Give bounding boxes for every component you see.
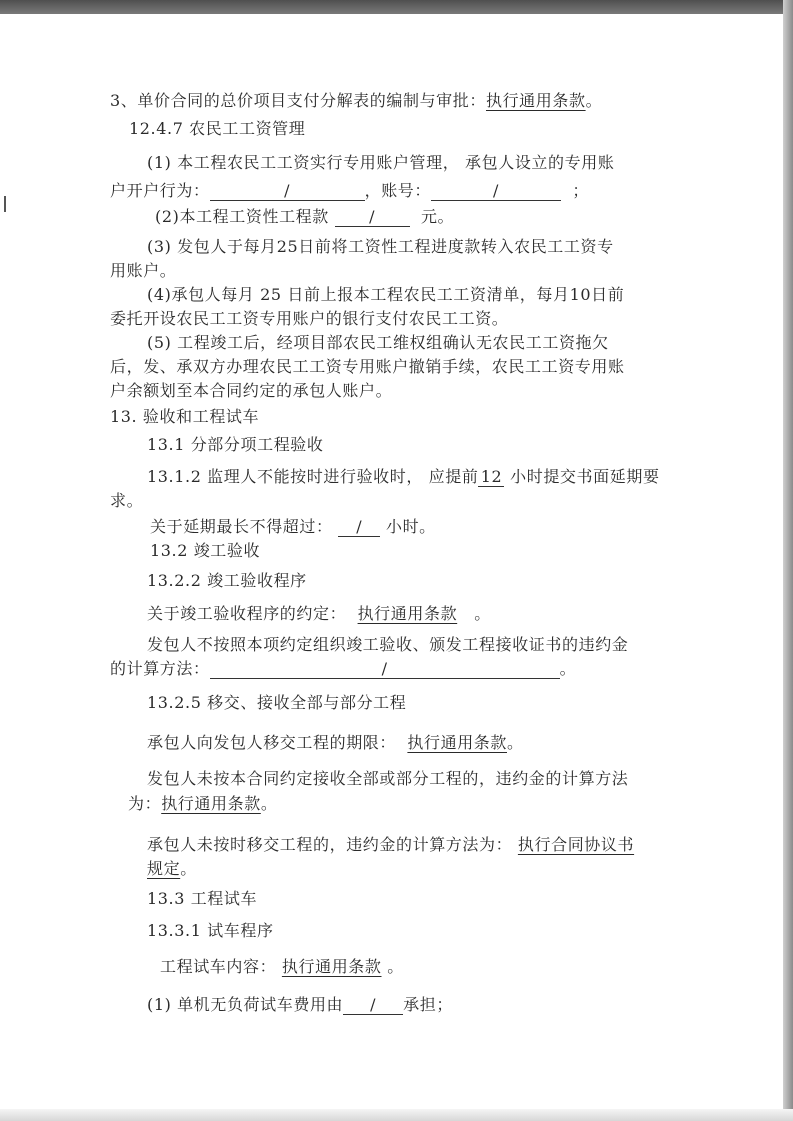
paragraph-line: 的计算方法： / 。 <box>110 659 577 678</box>
paragraph-line: 户开户行为： / ，账号： / ； <box>110 181 589 200</box>
section-heading-12-4-7: 12.4.7 农民工工资管理 <box>129 119 306 138</box>
paragraph-line: 委托开设农民工工资专用账户的银行支付农民工工资。 <box>110 309 509 328</box>
section-heading-13-3-1: 13.3.1 试车程序 <box>147 921 274 940</box>
paragraph-line: 规定。 <box>147 859 197 878</box>
scan-edge-right <box>783 0 793 1121</box>
paragraph-line: (3) 发包人于每月25日前将工资性工程进度款转入农民工工资专 <box>147 237 614 256</box>
amount-field: / <box>335 208 410 227</box>
section-heading-13-1: 13.1 分部分项工程验收 <box>147 435 324 454</box>
bank-field: / <box>210 182 365 201</box>
filled-value: 执行通用条款 <box>281 957 382 976</box>
paragraph-line: 承包人未按时移交工程的，违约金的计算方法为： 执行合同协议书 <box>147 835 635 854</box>
section-heading-13-2-2: 13.2.2 竣工验收程序 <box>147 571 307 590</box>
paragraph-line: (4)承包人每月 25 日前上报本工程农民工工资清单，每月10日前 <box>147 285 625 304</box>
paragraph-line: 承包人向发包人移交工程的期限： 执行通用条款。 <box>147 733 524 752</box>
filled-value: 执行通用条款 <box>161 794 261 813</box>
scan-edge-top <box>0 0 793 14</box>
paragraph-line: 户余额划至本合同约定的承包人账户。 <box>110 381 393 400</box>
paragraph-line: (1) 本工程农民工工资实行专用账户管理， 承包人设立的专用账 <box>147 153 615 172</box>
paragraph-line: 13.1.2 监理人不能按时进行验收时， 应提前 12 小时提交书面延期要 <box>147 467 660 486</box>
clause-item-3: 3、单价合同的总价项目支付分解表的编制与审批：执行通用条款。 <box>110 91 603 110</box>
binding-mark <box>4 196 6 212</box>
hours-field: 12 <box>478 468 504 487</box>
section-heading-13: 13. 验收和工程试车 <box>110 407 260 426</box>
max-hours-field: / <box>338 518 380 537</box>
filled-value: 执行合同协议书 <box>517 835 635 854</box>
cost-bearer-field: / <box>343 996 403 1015</box>
section-heading-13-2-5: 13.2.5 移交、接收全部与部分工程 <box>147 693 407 712</box>
paragraph-line: 后，发、承双方办理农民工工资专用账户撤销手续，农民工工资专用账 <box>110 357 625 376</box>
filled-value: 规定 <box>147 859 181 878</box>
filled-value: 执行通用条款 <box>407 733 507 752</box>
paragraph-line: (2)本工程工资性工程款 / 元。 <box>155 207 455 226</box>
section-heading-13-3: 13.3 工程试车 <box>147 889 258 908</box>
paragraph-line: 求。 <box>110 491 144 510</box>
paragraph-line: 工程试车内容： 执行通用条款 。 <box>160 957 404 976</box>
paragraph-line: 为：执行通用条款。 <box>128 794 278 813</box>
paragraph-line: 用账户。 <box>110 261 177 280</box>
paragraph-line: 关于竣工验收程序的约定： 执行通用条款 。 <box>147 604 491 623</box>
paragraph-line: 发包人不按照本项约定组织竣工验收、颁发工程接收证书的违约金 <box>147 635 629 654</box>
penalty-method-field: / <box>210 660 560 679</box>
scan-edge-bottom <box>0 1109 793 1121</box>
filled-value: 执行通用条款 <box>485 91 586 110</box>
account-field: / <box>431 182 561 201</box>
paragraph-line: 发包人未按本合同约定接收全部或部分工程的，违约金的计算方法 <box>147 769 629 788</box>
paragraph-line: (1) 单机无负荷试车费用由 / 承担； <box>147 995 453 1014</box>
filled-value: 执行通用条款 <box>357 604 458 623</box>
paragraph-line: (5) 工程竣工后，经项目部农民工维权组确认无农民工工资拖欠 <box>147 333 609 352</box>
paragraph-line: 关于延期最长不得超过： / 小时。 <box>150 517 436 536</box>
section-heading-13-2: 13.2 竣工验收 <box>150 541 261 560</box>
